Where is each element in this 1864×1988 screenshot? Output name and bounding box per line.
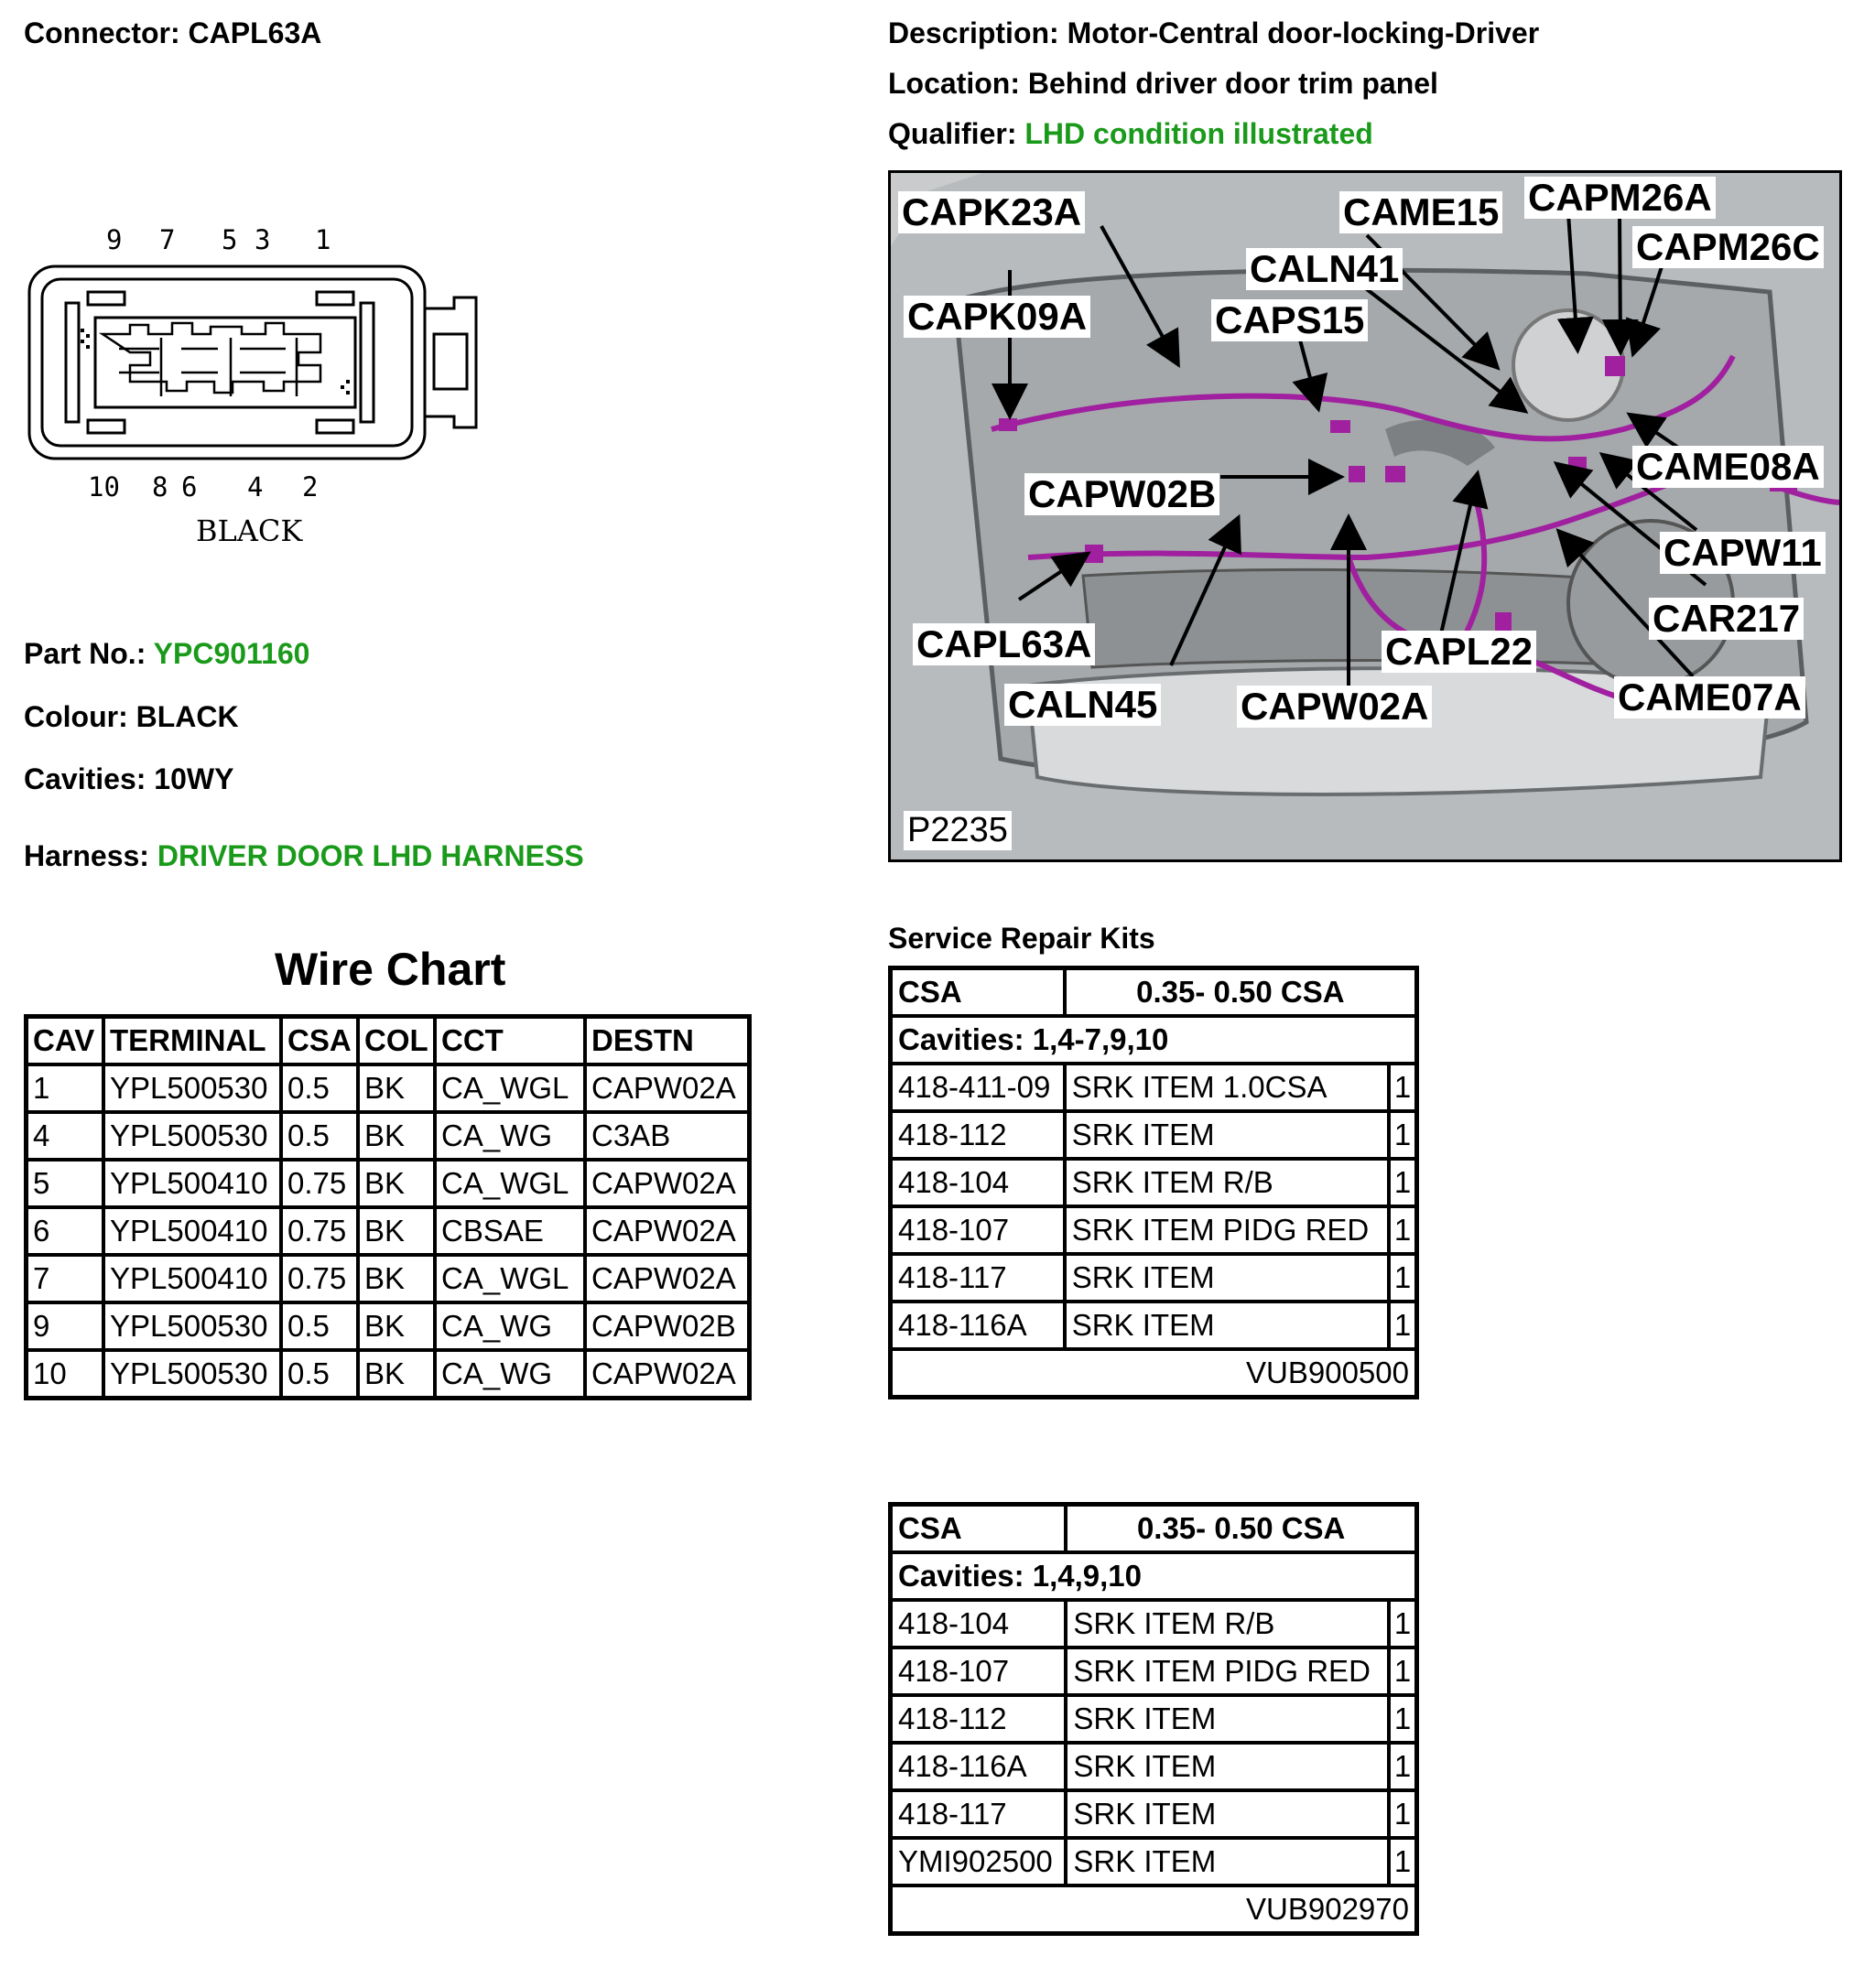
table-cell: BK: [358, 1302, 435, 1350]
table-row: [891, 1302, 1417, 1349]
srk-cavities-row: [891, 1552, 1417, 1600]
pin-number: 8: [152, 471, 168, 502]
callout-capm26c: CAPM26C: [1632, 226, 1824, 268]
table-cell: CA_WG: [435, 1302, 585, 1350]
description-value: Motor-Central door-locking-Driver: [1067, 16, 1540, 49]
srk-item-part: 418-112: [891, 1111, 1065, 1159]
service-repair-kit-table: [888, 966, 1419, 1399]
pin-number: 6: [181, 471, 198, 502]
table-cell: 5: [27, 1160, 104, 1207]
table-row: [891, 1648, 1417, 1695]
srk-item-part: 418-112: [891, 1695, 1067, 1743]
harness-label: Harness:: [24, 839, 149, 872]
photo-reference: P2235: [904, 811, 1012, 850]
table-cell: 7: [27, 1255, 104, 1302]
srk-cavities: Cavities: 1,4-7,9,10: [891, 1016, 1417, 1064]
table-row: [27, 1255, 750, 1302]
table-cell: 0.75: [281, 1160, 358, 1207]
table-cell: 6: [27, 1207, 104, 1255]
srk-item-qty: 1: [1389, 1302, 1417, 1349]
cavities-line: [24, 762, 233, 796]
table-cell: YPL500530: [103, 1350, 281, 1399]
colour-line: [24, 700, 239, 734]
table-cell: YPL500530: [103, 1112, 281, 1160]
colour-value: BLACK: [135, 700, 239, 733]
srk-item-qty: 1: [1389, 1695, 1417, 1743]
qualifier-label: Qualifier:: [888, 117, 1017, 150]
table-row: [27, 1064, 750, 1112]
door-harness-photo: [888, 170, 1842, 862]
table-row: [891, 1695, 1417, 1743]
table-cell: CA_WGL: [435, 1064, 585, 1112]
table-cell: C3AB: [585, 1112, 750, 1160]
column-header: DESTN: [585, 1017, 750, 1065]
srk-kit-number-row: [891, 1885, 1417, 1934]
srk-item-qty: 1: [1389, 1064, 1417, 1111]
srk-item-part: 418-107: [891, 1648, 1067, 1695]
srk-item-part: 418-116A: [891, 1743, 1067, 1790]
table-cell: CA_WG: [435, 1350, 585, 1399]
srk-kit-number: VUB900500: [891, 1349, 1417, 1398]
table-row: [891, 1838, 1417, 1885]
wire-chart-body: [27, 1064, 750, 1399]
location-label: Location:: [888, 67, 1020, 100]
table-row: [27, 1112, 750, 1160]
srk-item-qty: 1: [1389, 1790, 1417, 1838]
table-cell: CA_WG: [435, 1112, 585, 1160]
srk-item-desc: SRK ITEM R/B: [1065, 1159, 1389, 1206]
srk-csa-value: 0.35- 0.50 CSA: [1066, 1505, 1416, 1553]
connector-outline: [24, 261, 491, 471]
table-cell: 0.75: [281, 1255, 358, 1302]
table-cell: CA_WGL: [435, 1160, 585, 1207]
table-cell: 10: [27, 1350, 104, 1399]
pin-number: 9: [106, 224, 123, 255]
table-cell: 0.5: [281, 1350, 358, 1399]
table-row: [891, 1111, 1417, 1159]
callout-capk23a: CAPK23A: [898, 191, 1085, 233]
srk-item-desc: SRK ITEM PIDG RED: [1066, 1648, 1389, 1695]
table-cell: 0.5: [281, 1112, 358, 1160]
table-cell: CBSAE: [435, 1207, 585, 1255]
srk-item-desc: SRK ITEM: [1066, 1790, 1389, 1838]
table-cell: BK: [358, 1064, 435, 1112]
srk-item-desc: SRK ITEM R/B: [1066, 1600, 1389, 1648]
srk-kit-number: VUB902970: [891, 1885, 1417, 1934]
callout-capm26a: CAPM26A: [1524, 177, 1716, 219]
table-cell: YPL500410: [103, 1160, 281, 1207]
wire-chart-header-row: [27, 1017, 750, 1065]
srk-cavities: Cavities: 1,4,9,10: [891, 1552, 1417, 1600]
table-cell: BK: [358, 1160, 435, 1207]
column-header: CCT: [435, 1017, 585, 1065]
description-label: Description:: [888, 16, 1059, 49]
pin-number: 10: [88, 471, 120, 502]
callout-caln45: CALN45: [1004, 684, 1161, 726]
table-cell: YPL500530: [103, 1064, 281, 1112]
callout-caln41: CALN41: [1246, 248, 1403, 290]
srk-item-qty: 1: [1389, 1111, 1417, 1159]
srk-item-qty: 1: [1389, 1838, 1417, 1885]
srk-kit-number-row: [891, 1349, 1417, 1398]
table-cell: CAPW02A: [585, 1350, 750, 1399]
harness-value: DRIVER DOOR LHD HARNESS: [157, 839, 584, 872]
callout-capl63a: CAPL63A: [913, 623, 1095, 665]
srk-item-desc: SRK ITEM: [1065, 1254, 1389, 1302]
table-cell: BK: [358, 1255, 435, 1302]
table-cell: 0.5: [281, 1064, 358, 1112]
wire-chart-table: [24, 1014, 752, 1400]
table-row: [891, 1743, 1417, 1790]
table-cell: 1: [27, 1064, 104, 1112]
connector-label: Connector:: [24, 16, 180, 49]
table-cell: CAPW02A: [585, 1160, 750, 1207]
srk-item-desc: SRK ITEM PIDG RED: [1065, 1206, 1389, 1254]
pin-number: 4: [247, 471, 264, 502]
srk-item-qty: 1: [1389, 1254, 1417, 1302]
srk-csa-label: CSA: [891, 1505, 1067, 1553]
connector-line: [24, 16, 321, 50]
location-line: [888, 67, 1438, 101]
srk-item-part: 418-411-09: [891, 1064, 1065, 1111]
srk-item-desc: SRK ITEM: [1066, 1743, 1389, 1790]
srk-item-part: 418-117: [891, 1254, 1065, 1302]
callout-capw02a: CAPW02A: [1237, 686, 1432, 728]
colour-label: Colour:: [24, 700, 128, 733]
wire-chart-title: Wire Chart: [275, 944, 506, 995]
srk-item-part: 418-107: [891, 1206, 1065, 1254]
table-cell: CA_WGL: [435, 1255, 585, 1302]
callout-came07a: CAME07A: [1614, 676, 1805, 718]
pin-number: 5: [222, 224, 238, 255]
cavities-label: Cavities:: [24, 762, 146, 795]
table-cell: CAPW02B: [585, 1302, 750, 1350]
table-row: [891, 1790, 1417, 1838]
table-cell: 0.5: [281, 1302, 358, 1350]
srk-csa-label: CSA: [891, 968, 1065, 1017]
table-row: [891, 1064, 1417, 1111]
table-cell: YPL500410: [103, 1207, 281, 1255]
column-header: TERMINAL: [103, 1017, 281, 1065]
pin-number: 2: [302, 471, 319, 502]
table-row: [891, 1159, 1417, 1206]
pin-number: 3: [255, 224, 271, 255]
location-value: Behind driver door trim panel: [1027, 67, 1438, 100]
table-row: [891, 1600, 1417, 1648]
connector-value: CAPL63A: [188, 16, 322, 49]
harness-line: [24, 839, 584, 873]
column-header: CAV: [27, 1017, 104, 1065]
table-row: [27, 1350, 750, 1399]
callout-car217: CAR217: [1649, 598, 1804, 640]
srk-csa-value: 0.35- 0.50 CSA: [1065, 968, 1417, 1017]
table-cell: YPL500530: [103, 1302, 281, 1350]
srk-item-qty: 1: [1389, 1206, 1417, 1254]
srk-item-desc: SRK ITEM: [1066, 1838, 1389, 1885]
table-cell: 0.75: [281, 1207, 358, 1255]
service-repair-kits-title: Service Repair Kits: [888, 922, 1155, 955]
pin-number: 1: [315, 224, 331, 255]
table-cell: 4: [27, 1112, 104, 1160]
column-header: COL: [358, 1017, 435, 1065]
callout-came08a: CAME08A: [1632, 446, 1824, 488]
srk-item-part: 418-104: [891, 1600, 1067, 1648]
part-no-value: YPC901160: [153, 637, 310, 670]
column-header: CSA: [281, 1017, 358, 1065]
table-row: [27, 1302, 750, 1350]
table-row: [27, 1207, 750, 1255]
table-cell: CAPW02A: [585, 1064, 750, 1112]
table-cell: YPL500410: [103, 1255, 281, 1302]
srk-item-desc: SRK ITEM: [1066, 1695, 1389, 1743]
srk-csa-row: [891, 968, 1417, 1017]
pin-number: 7: [159, 224, 176, 255]
srk-csa-row: [891, 1505, 1417, 1553]
callout-caps15: CAPS15: [1211, 299, 1368, 341]
part-no-line: [24, 637, 309, 671]
qualifier-line: [888, 117, 1373, 151]
srk-item-part: YMI902500: [891, 1838, 1067, 1885]
table-cell: BK: [358, 1112, 435, 1160]
table-cell: BK: [358, 1207, 435, 1255]
srk-item-qty: 1: [1389, 1743, 1417, 1790]
callout-capw11: CAPW11: [1660, 532, 1826, 574]
table-cell: CAPW02A: [585, 1255, 750, 1302]
connector-face-drawing: [24, 224, 500, 548]
srk-item-part: 418-104: [891, 1159, 1065, 1206]
srk-item-part: 418-116A: [891, 1302, 1065, 1349]
table-row: [891, 1254, 1417, 1302]
srk-item-part: 418-117: [891, 1790, 1067, 1838]
srk-item-desc: SRK ITEM: [1065, 1111, 1389, 1159]
callout-capl22: CAPL22: [1382, 631, 1536, 673]
srk-item-qty: 1: [1389, 1600, 1417, 1648]
service-repair-kit-table: [888, 1502, 1419, 1936]
callout-capk09a: CAPK09A: [904, 296, 1090, 338]
table-row: [27, 1160, 750, 1207]
srk-item-qty: 1: [1389, 1648, 1417, 1695]
qualifier-value: LHD condition illustrated: [1024, 117, 1373, 150]
srk-cavities-row: [891, 1016, 1417, 1064]
table-row: [891, 1206, 1417, 1254]
srk-item-desc: SRK ITEM 1.0CSA: [1065, 1064, 1389, 1111]
table-cell: CAPW02A: [585, 1207, 750, 1255]
callout-capw02b: CAPW02B: [1024, 473, 1219, 515]
table-cell: BK: [358, 1350, 435, 1399]
face-colour-label: BLACK: [196, 513, 303, 548]
cavities-value: 10WY: [154, 762, 234, 795]
description-line: [888, 16, 1539, 50]
part-no-label: Part No.:: [24, 637, 146, 670]
callout-came15: CAME15: [1339, 191, 1502, 233]
table-cell: 9: [27, 1302, 104, 1350]
srk-item-desc: SRK ITEM: [1065, 1302, 1389, 1349]
srk-item-qty: 1: [1389, 1159, 1417, 1206]
